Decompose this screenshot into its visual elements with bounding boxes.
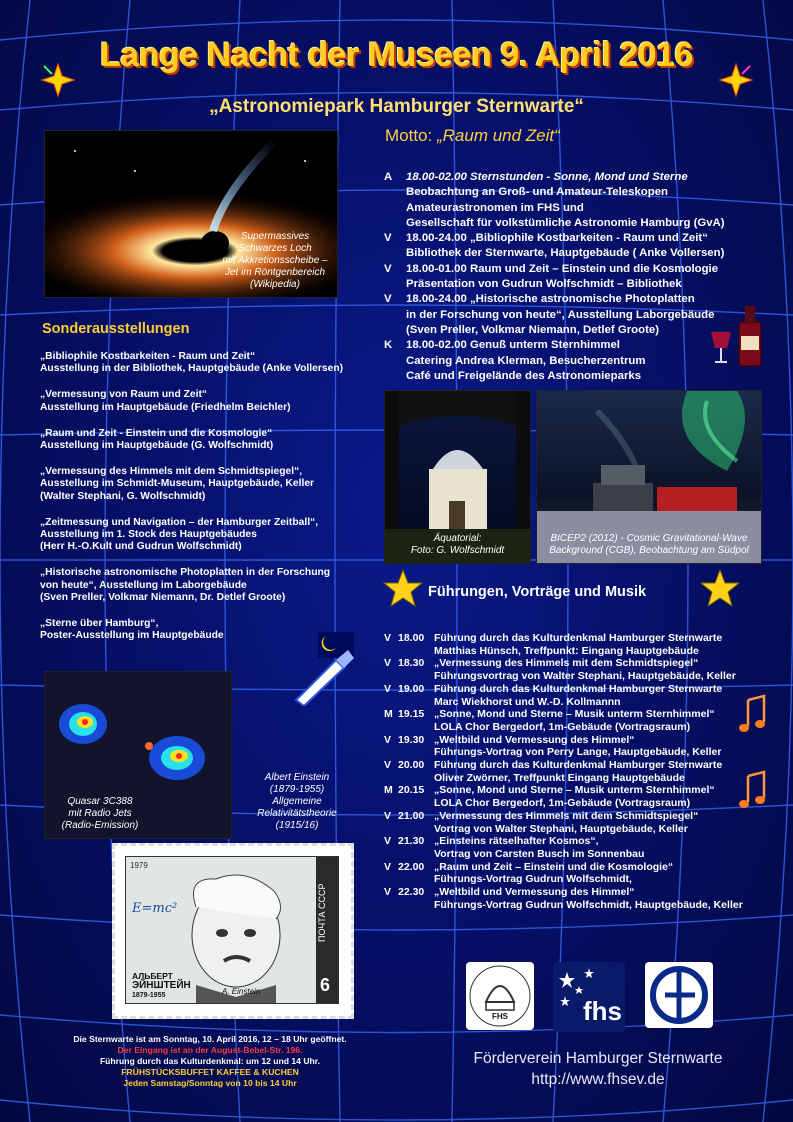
star-icon: [699, 568, 741, 608]
blackhole-image: [44, 130, 338, 298]
association-block: [418, 1048, 778, 1090]
exhibition-item: „Historische astronomische Photoplatten in der Forschung von heute“, Ausstellung im Laborgebäude (Sven Preller, Volkmar Niemann, Dr. Detlef Groote): [40, 567, 331, 603]
tour-entry: V 18.30 „Vermessung des Himmels mit dem Schmidtspiegel“ Führungsvortrag von Walter Stephani, Hauptgebäude, Keller: [384, 657, 736, 683]
tours-schedule: [384, 632, 784, 911]
exhibitions-heading: Sonderausstellungen: [42, 321, 190, 337]
tour-entry: V 22.30 „Weltbild und Vermessung des Himmel“ Führungs-Vortrag Gudrun Wolfschmidt, Hauptgebäude, Keller: [384, 886, 743, 911]
exhibition-item: „Zeitmessung und Navigation – der Hamburger Zeitball“, Ausstellung im 1. Stock des Hauptgebäudes (Herr H.-O.Kult und Gudrun Wolfschmidt): [40, 516, 319, 553]
quasar-image: [44, 671, 232, 839]
aequatorial-caption: Äquatorial: Foto: G. Wolfschmidt: [410, 533, 505, 556]
footer-line: FRÜHSTÜCKSBUFFET KAFFEE & KUCHEN: [121, 1067, 299, 1077]
wine-bottle-icon: [707, 302, 767, 370]
fhs-dome-logo: FHS: [466, 962, 534, 1030]
footer-line: Der Eingang ist an der August-Bebel-Str. 196.: [117, 1045, 303, 1055]
footer-line: Jeden Samstag/Sonntag von 10 bis 14 Uhr: [123, 1078, 297, 1088]
tour-entry: M 20.15 „Sonne, Mond und Sterne – Musik unterm Sternhimmel“ LOLA Chor Bergedorf, 1m-Gebäude (Vortragsraum): [384, 784, 715, 810]
tour-entry: V 19.00 Führung durch das Kulturdenkmal Hamburger Sternwarte Marc Wiekhorst und W.-D. Kollmannn: [384, 682, 723, 708]
exhibitions-list: [40, 351, 380, 656]
exhibition-item: „Vermessung von Raum und Zeit“ Ausstellung im Hauptgebäude (Friedhelm Beichler): [40, 389, 291, 413]
bicep-photo: [536, 390, 762, 564]
stamp-signature: A. Einstein: [222, 987, 261, 996]
exhibition-item: „Sterne über Hamburg“, Poster-Ausstellung im Hauptgebäude: [40, 618, 224, 642]
footer-line: Die Sternwarte ist am Sonntag, 10. April 2016, 12 – 18 Uhr geöffnet.: [73, 1034, 347, 1044]
poster-title: Lange Nacht der Museen 9. April 2016: [100, 36, 693, 74]
tour-entry: V 22.00 „Raum und Zeit – Einstein und die Kosmologie“ Führungs-Vortrag Gudrun Wolfschmidt,: [384, 860, 674, 886]
exhibition-item: „Bibliophile Kostbarkeiten - Raum und Zeit“ Ausstellung in der Bibliothek, Hauptgebäude (Anke Vollersen): [40, 351, 344, 375]
tour-entry: V 20.00 Führung durch das Kulturdenkmal Hamburger Sternwarte Oliver Zwörner, Treffpunkt Eingang Hauptgebäude: [384, 759, 723, 784]
tour-entry: V 21.00 „Vermessung des Himmels mit dem Schmidtspiegel“ Vortrag von Walter Stephani, Hauptgebäude, Keller: [384, 809, 699, 835]
stamp-year: 1979: [130, 861, 148, 870]
stamp-name: АЛЬБЕРТ ЭЙНШТЕЙН 1879-1955: [132, 971, 191, 999]
music-notes-icon: [738, 770, 768, 812]
sparkle-star-icon: [718, 62, 754, 98]
gnt-logo: [645, 962, 713, 1028]
exhibition-item: „Vermessung des Himmels mit dem Schmidtspiegel“, Ausstellung im Schmidt-Museum, Hauptgebäude, Keller (Walter Stephani, G. Wolfschmidt): [40, 466, 315, 502]
exhibition-item: „Raum und Zeit - Einstein und die Kosmologie“ Ausstellung im Hauptgebäude (G. Wolfschmidt): [40, 427, 274, 452]
sparkle-star-icon: [40, 62, 76, 98]
footer-info: [25, 1034, 395, 1089]
schedule-entry: V 18.00-01.00 Raum und Zeit – Einstein und die Kosmologie Präsentation von Gudrun Wolfschmidt – Bibliothek: [384, 262, 719, 291]
footer-line: Führung durch das Kulturdenkmal: um 12 und 14 Uhr.: [99, 1056, 321, 1066]
telescope-icon: [292, 630, 358, 706]
motto-value: „Raum und Zeit“: [436, 126, 560, 145]
tour-entry: V 19.30 „Weltbild und Vermessung des Himmel“ Führungs-Vortrag von Perry Lange, Hauptgebäude, Keller: [384, 733, 722, 759]
schedule-entry: K 18.00-02.00 Genuß unterm Sternhimmel Catering Andrea Klerman, Besucherzentrum Café und Freigelände des Astronomieparks: [384, 339, 646, 382]
motto: Motto: „Raum und Zeit“: [385, 126, 560, 145]
einstein-caption: Albert Einstein (1879-1955) Allgemeine Relativitätstheorie (1915/16): [257, 772, 337, 831]
quasar-caption: Quasar 3C388 mit Radio Jets (Radio-Emission): [61, 796, 139, 831]
poster-subtitle: „Astronomiepark Hamburger Sternwarte“: [209, 96, 584, 117]
schedule-entry: V 18.00-24.00 „Historische astronomische Photoplatten in der Forschung von heute“, Ausstellung Laborgebäude (Sven Preller, Volkmar Niemann, Detlef Groote): [384, 293, 715, 336]
schedule-entry: V 18.00-24.00 „Bibliophile Kostbarkeiten - Raum und Zeit“ Bibliothek der Sternwarte, Hauptgebäude ( Anke Vollersen): [384, 232, 725, 260]
association-name: Förderverein Hamburger Sternwarte: [473, 1050, 723, 1067]
stamp-formula: E=mc²: [132, 901, 178, 916]
bicep-caption: BICEP2 (2012) - Cosmic Gravitational-Wave Background (CGB), Beobachtung am Südpol: [549, 533, 749, 556]
aequatorial-photo: [384, 390, 531, 564]
star-icon: [382, 568, 424, 608]
tours-heading: Führungen, Vorträge und Musik: [428, 584, 647, 600]
tour-entry: M 19.15 „Sonne, Mond und Sterne – Musik unterm Sternhimmel“ LOLA Chor Bergedorf, 1m-Gebäude (Vortragsraum): [384, 708, 715, 733]
association-url[interactable]: http://www.fhsev.de: [531, 1071, 665, 1088]
stamp-country: ПОЧТА СССР: [317, 883, 327, 943]
music-notes-icon: [738, 694, 768, 736]
blackhole-caption: Supermassives Schwarzes Loch mit Akkretionsscheibe – Jet im Röntgenbereich (Wikipedia): [222, 231, 328, 290]
einstein-stamp: [112, 843, 354, 1019]
tour-entry: V 18.00 Führung durch das Kulturdenkmal Hamburger Sternwarte Matthias Hünsch, Treffpunkt: Eingang Hauptgebäude: [384, 632, 723, 657]
fhs-logo: fhs: [553, 962, 625, 1032]
schedule-entry: A 18.00-02.00 Sternstunden - Sonne, Mond und Sterne Beobachtung an Groß- und Amateur-Teleskopen Amateurastronomen im FHS und Gesellschaft für volkstümliche Astronomie Hamburg (GvA): [384, 171, 725, 229]
stamp-value: 6: [320, 975, 331, 995]
tour-entry: V 21.30 „Einsteins rätselhafter Kosmos“, Vortrag von Carsten Busch im Sonnenbau: [384, 835, 645, 860]
